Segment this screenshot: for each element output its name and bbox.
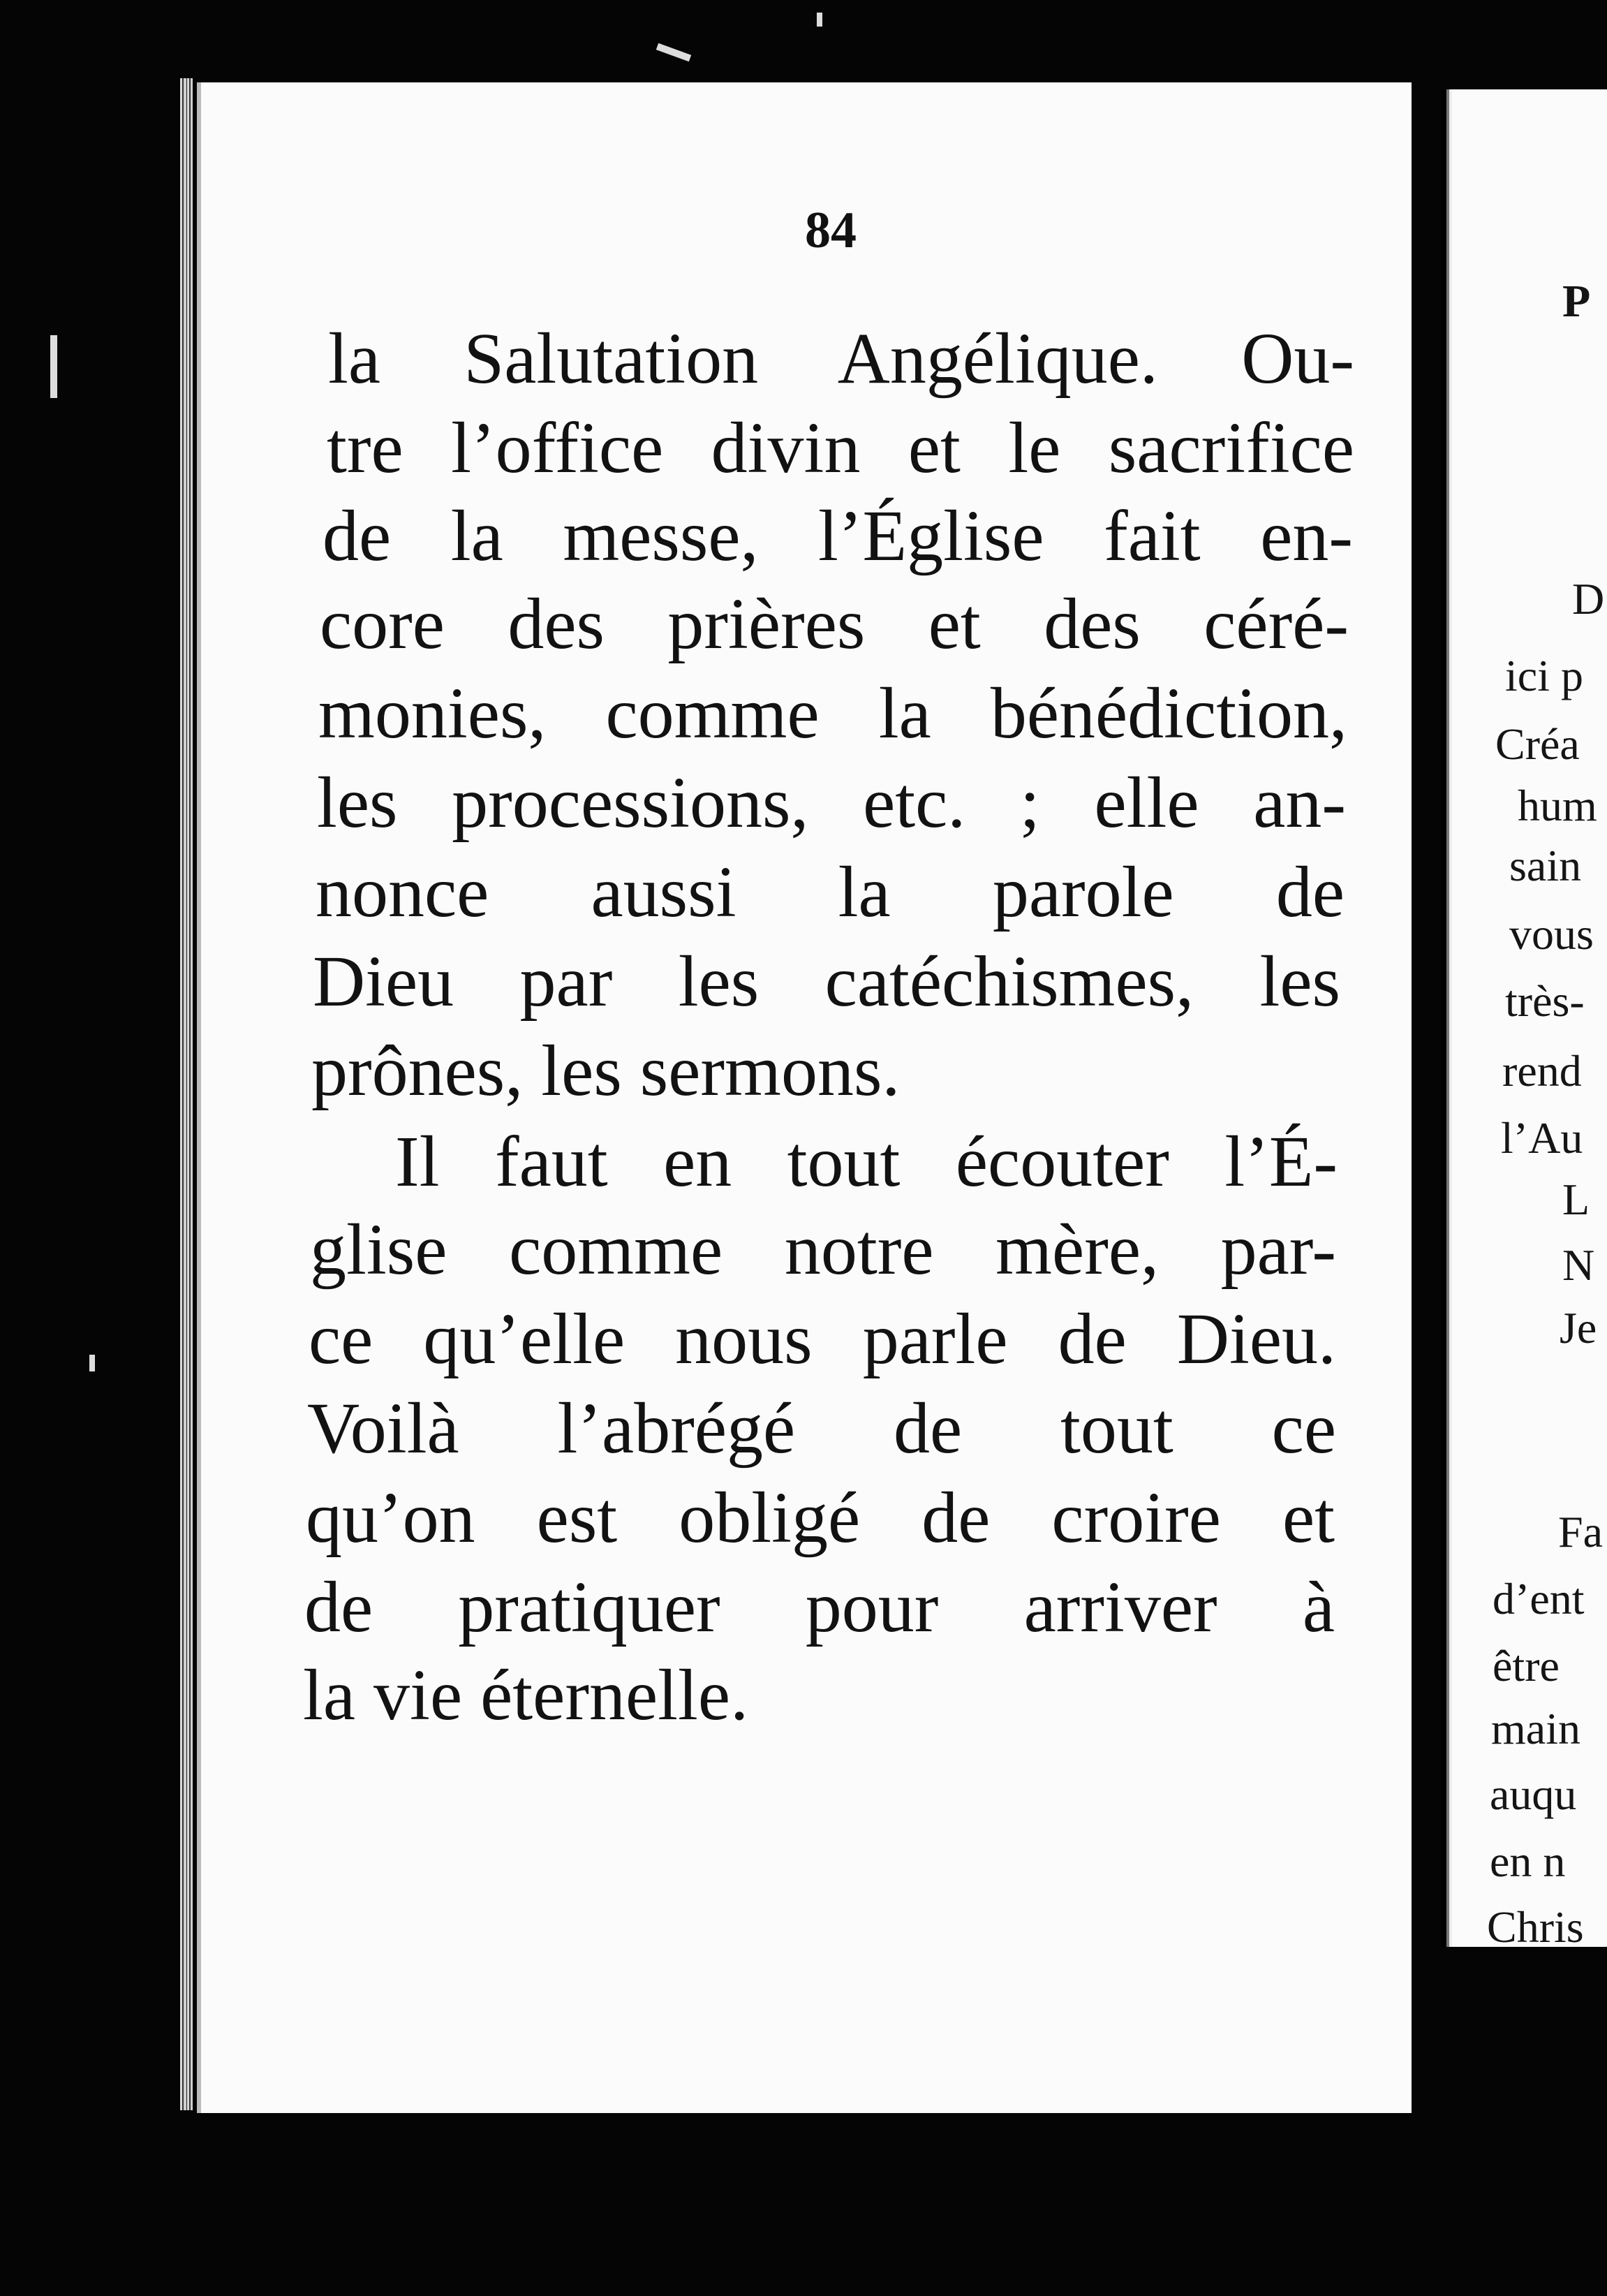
right-text-line: très-: [1505, 976, 1585, 1026]
right-text-line: Fa: [1558, 1507, 1603, 1557]
right-text-line: Chris: [1487, 1902, 1584, 1952]
right-text-line: Créa: [1495, 719, 1580, 769]
right-text-line: ici p: [1505, 651, 1583, 700]
text-line: glise comme notre mère, par-: [310, 1209, 1336, 1290]
right-text-line: N: [1562, 1240, 1595, 1290]
text-line: les processions, etc. ; elle an-: [317, 763, 1346, 843]
right-text-line: Je: [1560, 1303, 1597, 1353]
text-line: la Salutation Angélique. Ou-: [328, 318, 1354, 399]
text-line: Il faut en tout écouter l’É-: [395, 1121, 1338, 1202]
text-line: de la messe, l’Église fait en-: [323, 496, 1353, 576]
right-text-line: être: [1493, 1641, 1560, 1691]
text-line: nonce aussi la parole de: [316, 852, 1345, 932]
scan-mark: [817, 13, 822, 27]
page-edge: [180, 78, 193, 2110]
text-line: core des prières et des céré-: [320, 584, 1349, 664]
right-text-line: en n: [1490, 1837, 1566, 1886]
text-line: Dieu par les catéchismes, les: [313, 941, 1340, 1022]
text-line: de pratiquer pour arriver à: [304, 1567, 1335, 1647]
text-line: la vie éternelle.: [303, 1655, 749, 1735]
scan-mark: [656, 43, 691, 61]
right-text-line: main: [1491, 1704, 1580, 1753]
right-text-line: hum: [1518, 781, 1597, 830]
text-line: Voilà l’abrégé de tout ce: [307, 1388, 1336, 1469]
text-line: prônes, les sermons.: [311, 1031, 901, 1111]
text-line: ce qu’elle nous parle de Dieu.: [309, 1299, 1336, 1379]
right-text-line: d’ent: [1493, 1574, 1585, 1624]
right-text-line: rend: [1502, 1046, 1582, 1096]
right-text-line: D: [1572, 574, 1605, 624]
scan-mark: [89, 1355, 95, 1371]
right-text-line: sain: [1509, 841, 1582, 890]
text-line: monies, comme la bénédiction,: [318, 673, 1347, 753]
right-text-line: l’Au: [1501, 1113, 1583, 1163]
right-text-line: auqu: [1490, 1769, 1577, 1819]
right-text-line: vous: [1509, 909, 1594, 959]
text-line: tre l’office divin et le sacrifice: [327, 408, 1354, 488]
text-line: qu’on est obligé de croire et: [306, 1478, 1335, 1558]
scan-mark: [50, 335, 57, 398]
right-page-header: P: [1562, 276, 1591, 327]
right-text-line: L: [1562, 1175, 1590, 1224]
page-number: 84: [805, 202, 857, 259]
